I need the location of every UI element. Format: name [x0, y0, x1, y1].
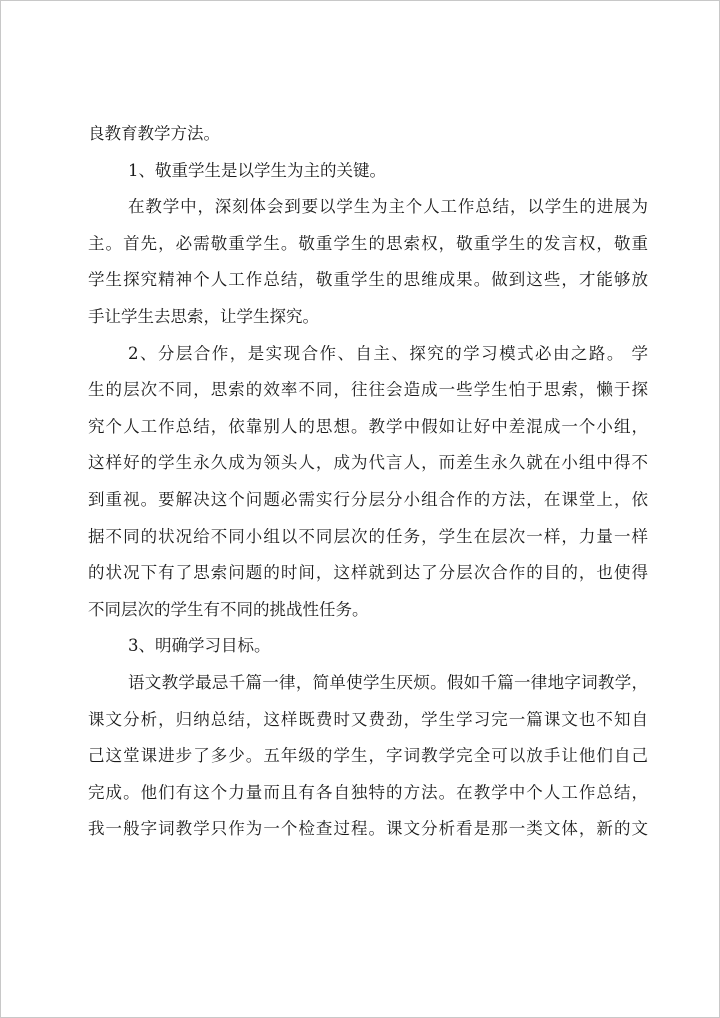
text-line: 良教育教学方法。	[88, 124, 220, 143]
text-line: 究个人工作总结，依靠别人的思想。教学中假如让好中差混成一个小组，	[88, 416, 648, 436]
text-line: 语文教学最忌千篇一律，简单使学生厌烦。假如千篇一律地字词教学，	[128, 672, 648, 692]
text-line: 学生探究精神个人工作总结，敬重学生的思维成果。做到这些，才能够放	[88, 270, 648, 290]
text-line: 这样好的学生永久成为领头人，成为代言人，而差生永久就在小组中得不	[88, 453, 648, 473]
text-line: 己这堂课进步了多少。五年级的学生，字词教学完全可以放手让他们自己	[88, 746, 648, 766]
text-line: 在教学中，深刻体会到要以学生为主个人工作总结，以学生的进展为	[128, 197, 648, 217]
text-line: 生的层次不同，思索的效率不同，往往会造成一些学生怕于思索，懒于探	[88, 380, 648, 400]
document-body	[88, 116, 648, 848]
text-line: 手让学生去思索，让学生探究。	[88, 306, 319, 326]
text-line: 3、明确学习目标。	[128, 636, 271, 656]
text-line: 1、敬重学生是以学生为主的关键。	[128, 160, 386, 180]
text-line: 我一般字词教学只作为一个检查过程。课文分析看是那一类文体，新的文	[88, 819, 648, 839]
text-line: 的状况下有了思索问题的时间，这样就到达了分层次合作的目的，也使得	[88, 563, 648, 583]
text-line: 课文分析，归纳总结，这样既费时又费劲，学生学习完一篇课文也不知自	[88, 709, 648, 729]
text-line: 到重视。要解决这个问题必需实行分层分小组合作的方法，在课堂上，依	[88, 489, 648, 509]
text-line: 据不同的状况给不同小组以不同层次的任务，学生在层次一样，力量一样	[88, 526, 648, 546]
text-line: 完成。他们有这个力量而且有各自独特的方法。在教学中个人工作总结，	[88, 782, 648, 802]
text-line: 2、分层合作，是实现合作、自主、探究的学习模式必由之路。 学	[128, 343, 648, 363]
text-line: 主。首先，必需敬重学生。敬重学生的思索权，敬重学生的发言权，敬重	[88, 233, 648, 253]
text-line: 不同层次的学生有不同的挑战性任务。	[88, 599, 369, 619]
